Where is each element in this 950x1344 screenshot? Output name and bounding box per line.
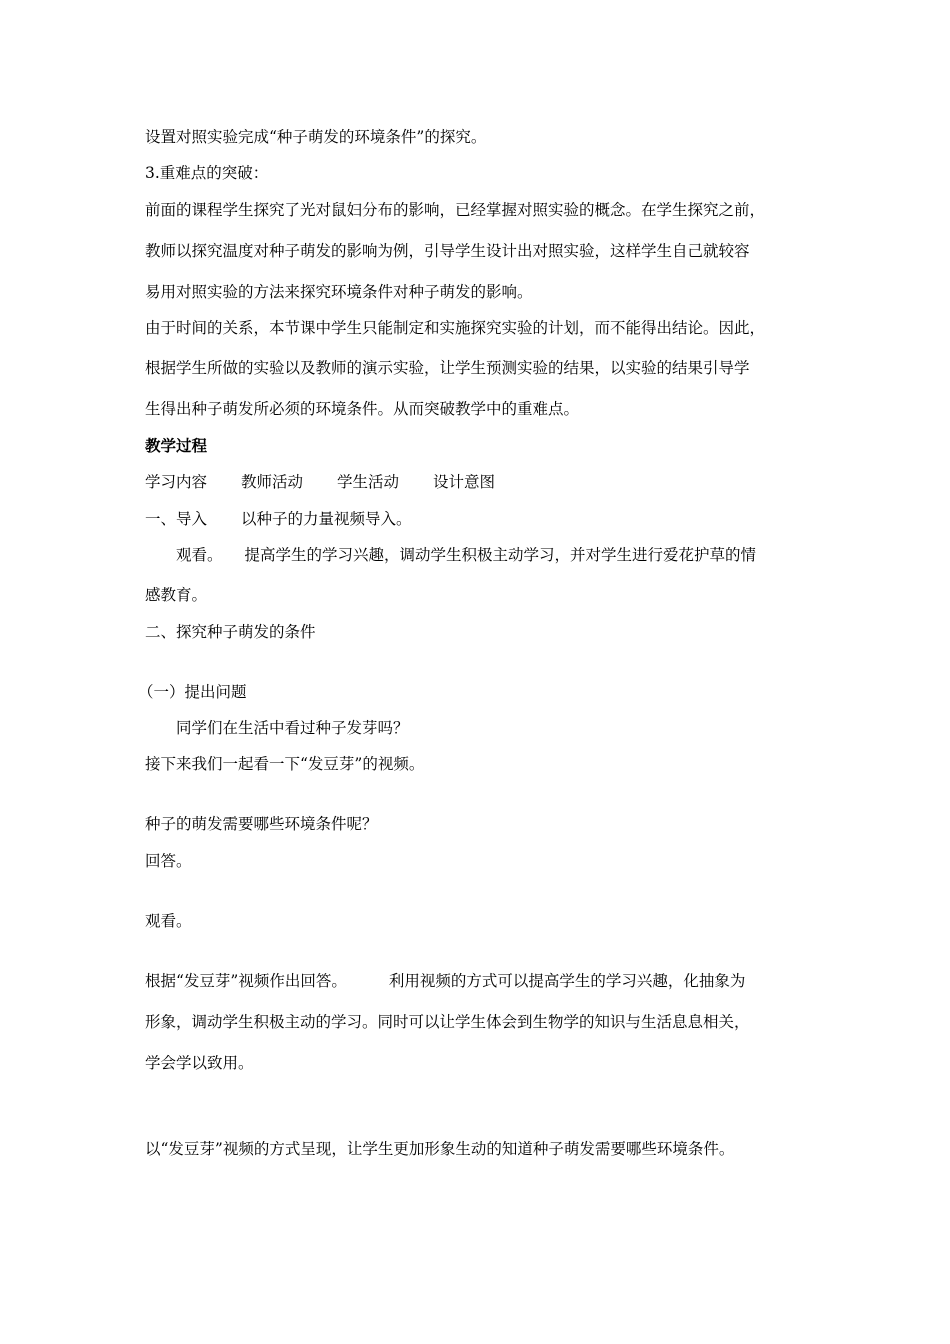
subheading-key-points: 3.重难点的突破： [145,164,269,182]
teacher-question: 同学们在生活中看过种子发芽吗？ [176,719,409,737]
section2-title: 二、探究种子萌发的条件 [145,623,316,641]
paragraph-line: 易用对照实验的方法来探究环境条件对种子萌发的影响。 [145,283,533,301]
section1-intent-line: 感教育。 [145,586,208,604]
header-student-activity: 学生活动 [337,473,400,491]
header-learning-content: 学习内容 [145,473,208,491]
paragraph-line: 生得出种子萌发所必须的环境条件。从而突破教学中的重难点。 [145,400,580,418]
paragraph-line: 前面的课程学生探究了光对鼠妇分布的影响，已经掌握对照实验的概念。在学生探究之前， [145,201,766,219]
subsection-ask-question: （一）提出问题 [138,683,247,701]
teacher-question: 接下来我们一起看一下“发豆芽”的视频。 [145,755,425,773]
section1-student-activity: 观看。 [176,546,223,564]
section1-row-2 [176,545,756,565]
paragraph-line: 由于时间的关系，本节课中学生只能制定和实施探究实验的计划，而不能得出结论。因此， [145,319,766,337]
design-intent-line: 学会学以致用。 [145,1054,254,1072]
section1-teacher-activity: 以种子的力量视频导入。 [241,510,412,528]
student-answer: 回答。 [145,852,192,870]
design-intent-line: 利用视频的方式可以提高学生的学习兴趣，化抽象为 [388,972,746,990]
section2-row [145,971,745,991]
paragraph-line: 根据学生所做的实验以及教师的演示实验，让学生预测实验的结果，以实验的结果引导学 [145,359,750,377]
teacher-question: 种子的萌发需要哪些环境条件呢？ [145,815,378,833]
student-answer: 观看。 [145,912,192,930]
paragraph-line: 教师以探究温度对种子萌发的影响为例，引导学生设计出对照实验，这样学生自己就较容 [145,242,750,260]
design-intent-line: 形象，调动学生积极主动的学习。同时可以让学生体会到生物学的知识与生活息息相关， [145,1013,750,1031]
paragraph-line: 设置对照实验完成“种子萌发的环境条件”的探究。 [145,128,487,146]
student-answer: 根据“发豆芽”视频作出回答。 [145,972,347,990]
table-header [145,472,495,492]
header-teacher-activity: 教师活动 [241,473,304,491]
section1-intent-line: 提高学生的学习兴趣，调动学生积极主动学习，并对学生进行爱花护草的情 [244,546,757,564]
section1-row [145,509,412,529]
section-heading-teaching-process: 教学过程 [145,436,208,455]
header-design-intent: 设计意图 [433,473,496,491]
design-intent-line: 以“发豆芽”视频的方式呈现，让学生更加形象生动的知道种子萌发需要哪些环境条件。 [145,1140,735,1158]
section1-title: 一、导入 [145,510,208,528]
